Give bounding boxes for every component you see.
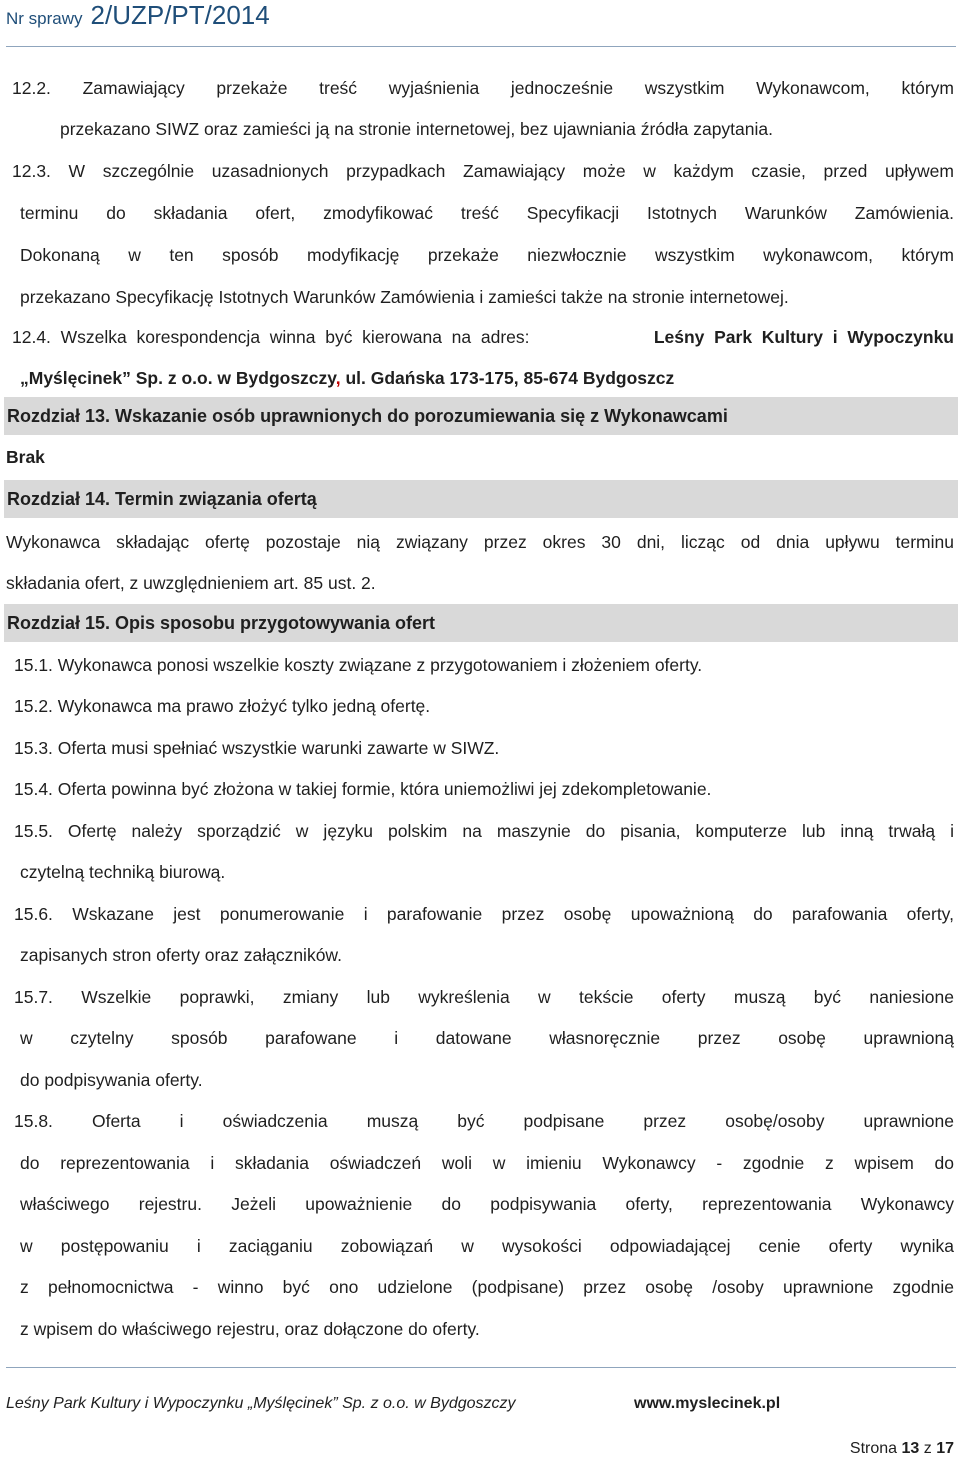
list-item-continuation: do podpisywania oferty. <box>20 1070 203 1090</box>
paragraph-line: Dokonaną w ten sposób modyfikację przekaże niezwłocznie wszystkim wykonawcom, którym <box>20 245 954 265</box>
list-item-continuation: z pełnomocnictwa - winno być ono udzielone (podpisane) przez osobę /osoby uprawnione zgodnie <box>20 1277 954 1297</box>
footer-company: Leśny Park Kultury i Wypoczynku „Myślęcinek” Sp. z o.o. w Bydgoszczy <box>6 1395 516 1412</box>
document-header <box>6 0 270 44</box>
list-item-continuation: czytelną techniką biurową. <box>20 862 226 882</box>
list-item-continuation: do reprezentowania i składania oświadczeń woli w imieniu Wykonawcy - zgodnie z wpisem do <box>20 1153 954 1173</box>
header-divider <box>6 46 956 47</box>
address-comma: , <box>335 368 341 388</box>
list-item-continuation: zapisanych stron oferty oraz załączników. <box>20 945 342 965</box>
page-prefix: Strona <box>849 1440 902 1457</box>
paragraph-line: 12.3. W szczególnie uzasadnionych przypadkach Zamawiający może w każdym czasie, przed upływem <box>12 161 954 181</box>
list-item-continuation: właściwego rejestru. Jeżeli upoważnienie do podpisywania oferty, reprezentowania Wykonawcy <box>20 1194 954 1214</box>
address-company: „Myślęcinek” Sp. z o.o. w Bydgoszczy <box>20 368 336 388</box>
paragraph-line: przekazano SIWZ oraz zamieści ją na stronie internetowej, bez ujawniania źródła zapytania. <box>60 119 773 139</box>
list-item-continuation: w czytelny sposób parafowane i datowane własnoręcznie przez osobę uprawnioną <box>20 1028 954 1048</box>
list-item: 15.4. Oferta powinna być złożona w takiej formie, która uniemożliwi jej zdekompletowanie. <box>14 779 712 799</box>
address-line-2 <box>20 368 674 388</box>
footer-divider <box>6 1367 956 1368</box>
list-item-continuation: z wpisem do właściwego rejestru, oraz dołączone do oferty. <box>20 1319 480 1339</box>
page-number <box>850 1440 954 1458</box>
paragraph-line: terminu do składania ofert, zmodyfikować treść Specyfikacji Istotnych Warunków Zamówienia. <box>20 203 954 223</box>
paragraph-line: składania ofert, z uwzględnieniem art. 85 ust. 2. <box>6 573 376 593</box>
paragraph-12-2 <box>12 78 954 98</box>
paragraph-line: Wykonawca składając ofertę pozostaje nią związany przez okres 30 dni, licząc od dnia upływu terminu <box>6 532 954 552</box>
page-total: 17 <box>936 1440 954 1457</box>
footer-website-link[interactable]: www.myslecinek.pl <box>634 1395 781 1412</box>
page-current: 13 <box>901 1440 920 1457</box>
paragraph-12-3 <box>12 161 954 181</box>
case-number: 2/UZP/PT/2014 <box>90 0 270 30</box>
paragraph-line: przekazano Specyfikację Istotnych Warunków Zamówienia i zamieści także na stronie internetowej. <box>20 287 789 307</box>
list-item: 15.7. Wszelkie poprawki, zmiany lub wykreślenia w tekście oferty muszą być naniesione <box>14 987 954 1007</box>
list-item: 15.3. Oferta musi spełniać wszystkie warunki zawarte w SIWZ. <box>14 738 500 758</box>
page-separator: z <box>919 1440 937 1457</box>
address-street: ul. Gdańska 173-175, 85-674 Bydgoszcz <box>340 368 675 388</box>
list-item: 15.8. Oferta i oświadczenia muszą być podpisane przez osobę/osoby uprawnione <box>14 1111 954 1131</box>
section-13-heading: Rozdział 13. Wskazanie osób uprawnionych do porozumiewania się z Wykonawcami <box>4 397 958 435</box>
paragraph-line: 12.4. Wszelka korespondencja winna być kierowana na adres: <box>12 327 530 347</box>
case-number-label: Nr sprawy <box>6 9 83 28</box>
paragraph-12-4 <box>12 327 954 347</box>
section-14-heading: Rozdział 14. Termin związania ofertą <box>4 480 958 518</box>
section-13-body: Brak <box>6 447 45 467</box>
list-item: 15.2. Wykonawca ma prawo złożyć tylko jedną ofertę. <box>14 696 431 716</box>
list-item: 15.1. Wykonawca ponosi wszelkie koszty związane z przygotowaniem i złożeniem oferty. <box>14 655 703 675</box>
address-line: Leśny Park Kultury i Wypoczynku <box>653 327 954 347</box>
list-item: 15.6. Wskazane jest ponumerowanie i parafowanie przez osobę upoważnioną do parafowania oferty, <box>14 904 954 924</box>
paragraph-line: 12.2. Zamawiający przekaże treść wyjaśnienia jednocześnie wszystkim Wykonawcom, którym <box>12 78 954 98</box>
list-item-continuation: w postępowaniu i zaciąganiu zobowiązań w wysokości odpowiadającej cenie oferty wynika <box>20 1236 954 1256</box>
section-15-heading: Rozdział 15. Opis sposobu przygotowywania ofert <box>4 604 958 642</box>
list-item: 15.5. Ofertę należy sporządzić w języku polskim na maszynie do pisania, komputerze lub inną trwałą i <box>14 821 954 841</box>
